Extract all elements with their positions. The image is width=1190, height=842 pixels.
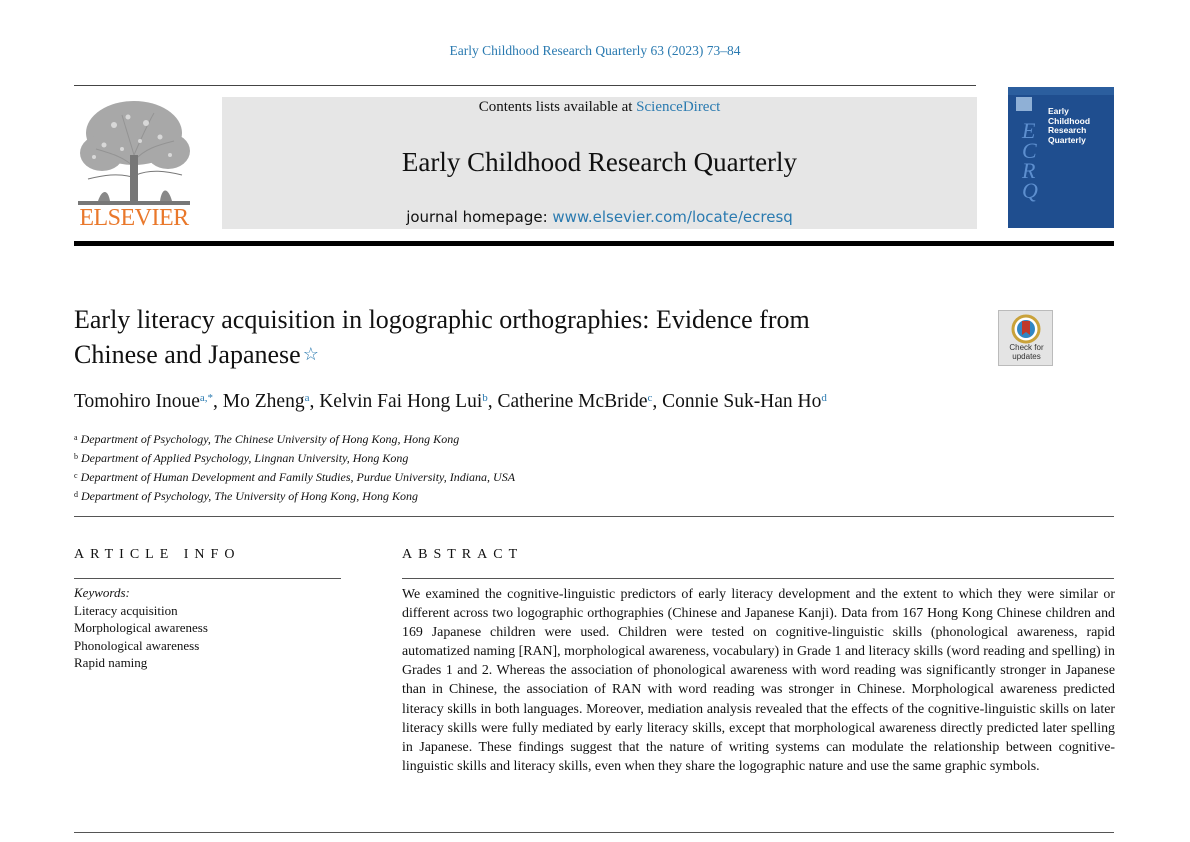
homepage-line [222,208,977,226]
section-divider [74,516,1114,517]
cover-small-logo [1016,97,1032,111]
contents-line [222,99,977,116]
sciencedirect-link[interactable]: ScienceDirect [636,99,721,115]
check-for-updates-button[interactable] [998,310,1053,366]
affiliation-text: Department of Human Development and Family Studies, Purdue University, Indiana, USA [80,470,516,484]
cover-title-line: Quarterly [1048,134,1086,145]
affiliation-list [74,429,515,505]
elsevier-logo[interactable] [74,97,194,231]
cover-title [1048,107,1090,145]
journal-title: Early Childhood Research Quarterly [401,147,798,177]
article-title [74,302,974,372]
article-info-rule [74,578,341,579]
author-name[interactable]: Mo Zheng [222,391,305,412]
publisher-name: ELSEVIER [79,205,189,231]
journal-cover-image[interactable] [1008,87,1114,228]
abstract-body: We examined the cognitive-linguistic predictors of early literacy development and the extent to which they were similar or different across two logographic orthographies (Chinese and Japanese Kanji). Data from 167 Hong Kong Chinese children and 169 Japanese children were used. Children were tested on cognitive-linguistic skills (phonological awareness, rapid automatized naming [RAN], morphological awareness, vocabulary) in Grade 1 and literacy skills (word reading and spelling) in Grades 1 and 2. Whereas the association of phonological awareness with word reading was significantly stronger in Japanese than in Chinese, the association of RAN with word reading was stronger in Chinese. Morphological awareness predicted literacy skills in both languages. Moreover, mediation analysis revealed that the effects of the cognitive-linguistic skills on later literacy skills were fully mediated by early literacy skills, except that morphological awareness directly predicted later spelling in Japanese. These findings suggest that the nature of writing systems can modulate the relationship between cognitive-linguistic skills and literacy skills, even when they share the logographic nature and use the same graphic symbols. [402,587,1115,774]
author-name[interactable]: Kelvin Fai Hong Lui [319,391,483,412]
affiliation-text: Department of Psychology, The Chinese University of Hong Kong, Hong Kong [80,432,460,446]
header-thick-rule [74,241,1114,246]
article-title-line-2: Chinese and Japanese [74,340,301,369]
abstract-rule [402,578,1114,579]
author-affiliation-mark[interactable]: a [304,392,310,404]
cover-title-line: Childhood [1048,115,1091,126]
journal-citation-link[interactable]: Early Childhood Research Quarterly 63 (2023) 73–84 [449,43,741,58]
cover-monogram: ECRQ [1022,118,1038,203]
article-info-heading: ARTICLE INFO [74,547,241,562]
affiliation-text: Department of Applied Psychology, Lingnan University, Hong Kong [81,451,409,465]
author-name[interactable]: Tomohiro Inoue [74,391,200,412]
keywords-list [74,584,208,672]
crossmark-label-1: Check for [1009,343,1044,352]
author-affiliation-mark[interactable]: b [482,392,488,404]
crossmark-label-2: updates [1012,351,1041,361]
keyword-item: Morphological awareness [74,620,208,635]
top-divider [74,85,976,86]
affiliation-mark: b [74,452,78,461]
crossmark-icon [999,311,1054,345]
affiliation-item [74,448,515,467]
keyword-item: Literacy acquisition [74,602,178,618]
affiliation-mark: d [74,490,78,499]
cover-top-strip [1008,87,1114,95]
author-name[interactable]: Catherine McBride [497,391,648,412]
author-affiliation-mark[interactable]: a,* [199,392,214,404]
author-affiliation-mark[interactable]: c [647,392,653,404]
author-name[interactable]: Connie Suk-Han Ho [662,391,822,412]
cover-title-line: Research [1048,125,1087,135]
affiliation-text: Department of Psychology, The University of Hong Kong, Hong Kong [81,489,418,503]
keyword-item: Rapid naming [74,655,148,670]
affiliation-mark: c [74,471,78,480]
cover-title-line: Early [1048,106,1069,116]
title-footnote-star-icon[interactable]: ☆ [302,344,319,364]
author-affiliation-mark[interactable]: d [821,392,827,404]
abstract-heading: ABSTRACT [402,547,524,562]
affiliation-item [74,467,515,486]
affiliation-item [74,486,515,505]
homepage-link[interactable]: www.elsevier.com/locate/ecresq [552,208,793,226]
homepage-prefix: journal homepage: [406,208,553,226]
contents-prefix: Contents lists available at [478,99,637,115]
keyword-item: Phonological awareness [74,637,200,653]
affiliation-mark: a [74,433,78,442]
bottom-divider [74,832,1114,833]
article-title-line-1: Early literacy acquisition in logographic orthographies: Evidence from [74,305,810,334]
keywords-label: Keywords: [74,585,130,600]
affiliation-item [74,429,515,448]
author-list: Tomohiro Inoue$^{a,*}$, Mo Zheng$^a$, Kelvin Fai Hong Lui$^b$, Catherine McBride$^c$, Connie Suk-Han Ho$^d$ [74,391,827,412]
